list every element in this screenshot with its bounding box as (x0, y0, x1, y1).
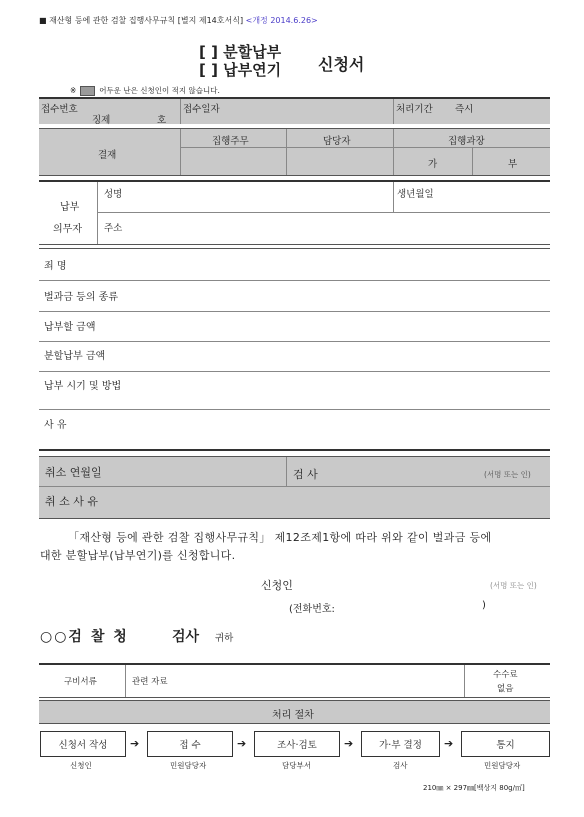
statement-line1: 「재산형 등에 관한 검찰 집행사무규칙」 제12조제1항에 따라 위와 같이 벌과금 등에 (68, 531, 492, 544)
addressee-title: 검사 (172, 629, 200, 645)
procedure-step-4: 가·부 결정 (361, 731, 440, 757)
procedure-actor-5: 민원담당자 (484, 761, 521, 770)
applicant-name-field[interactable] (300, 575, 480, 591)
payer-address-field[interactable] (130, 214, 548, 242)
fine-type-label: 벌과금 등의 종류 (44, 292, 118, 303)
documents-label: 구비서류 (64, 677, 97, 687)
notice-gray-swatch (80, 86, 95, 96)
addressee-office: ○○검 찰 청 (40, 629, 129, 645)
procedure-arrow-icon: ➔ (444, 737, 454, 750)
title-option-postpone[interactable]: [ ] 납부연기 (199, 61, 282, 79)
amount-label: 납부할 금액 (44, 322, 96, 333)
approval-director-approve: 가 (428, 159, 438, 170)
procedure-title: 처리 절차 (272, 710, 314, 721)
receipt-number-prefix: 징제 (92, 115, 111, 126)
payment-timing-label: 납부 시기 및 방법 (44, 381, 122, 392)
procedure-step-5: 통지 (461, 731, 550, 757)
applicant-phone-field[interactable] (350, 598, 480, 614)
fee-value: 없음 (497, 684, 514, 694)
form-revision: <개정 2014.6.26> (245, 16, 318, 25)
notice-star: ※ (70, 86, 77, 95)
payer-birth-label: 생년월일 (397, 189, 434, 200)
payer-name-label: 성명 (104, 189, 123, 200)
notice-text: 어두운 난은 신청인이 적지 않습니다. (99, 86, 220, 95)
reason-label: 사 유 (44, 420, 67, 431)
installment-label: 분할납부 금액 (44, 351, 106, 362)
title-option-installment[interactable]: [ ] 분할납부 (199, 43, 282, 61)
receipt-date-label: 접수일자 (183, 104, 220, 115)
addressee-honorific: 귀하 (215, 633, 234, 644)
cancel-reason-label: 취 소 사 유 (45, 495, 98, 508)
amount-field[interactable] (120, 313, 548, 339)
processing-period-label: 처리기간 (396, 104, 433, 115)
form-header-title: ■ 재산형 등에 관한 검찰 집행사무규칙 [별지 제14호서식] (39, 16, 244, 25)
applicant-sign-hint: (서명 또는 인) (490, 581, 537, 590)
installment-field[interactable] (130, 343, 548, 369)
receipt-number-suffix: 호 (157, 115, 167, 126)
procedure-step-2: 접 수 (147, 731, 233, 757)
procedure-actor-3: 담당부서 (282, 761, 311, 770)
applicant-phone-close: ) (482, 600, 486, 611)
payer-name-field[interactable] (130, 183, 390, 211)
procedure-step-3: 조사·검토 (254, 731, 340, 757)
procedure-step-1: 신청서 작성 (40, 731, 126, 757)
reason-field[interactable] (90, 412, 548, 448)
documents-value: 관련 자료 (132, 677, 168, 687)
crime-label: 죄 명 (44, 261, 67, 272)
payer-address-label: 주소 (104, 223, 123, 234)
procedure-actor-2: 민원담당자 (170, 761, 207, 770)
payer-label-line1: 납부 (60, 202, 80, 213)
procedure-arrow-icon: ➔ (237, 737, 247, 750)
cancel-date-label: 취소 연월일 (45, 466, 102, 479)
procedure-actor-1: 신청인 (70, 761, 92, 770)
fee-label: 수수료 (493, 670, 518, 680)
cancel-sign-hint: (서명 또는 인) (484, 470, 531, 479)
form-title-suffix: 신청서 (318, 55, 365, 74)
cancel-prosecutor-label: 검 사 (293, 468, 318, 481)
fine-type-field[interactable] (140, 283, 548, 309)
statement-line2: 대한 분할납부(납부연기)를 신청합니다. (40, 549, 236, 562)
processing-period-value: 즉시 (455, 104, 474, 115)
procedure-arrow-icon: ➔ (344, 737, 354, 750)
approval-director-reject: 부 (508, 159, 518, 170)
approval-label: 결재 (98, 150, 117, 161)
crime-field[interactable] (100, 252, 548, 278)
paper-spec: 210㎜ × 297㎜[백상지 80g/㎡] (423, 784, 525, 792)
procedure-actor-4: 검사 (393, 761, 408, 770)
approval-col-director: 집행과장 (448, 136, 485, 147)
payer-label-line2: 의무자 (53, 224, 82, 235)
procedure-arrow-icon: ➔ (130, 737, 140, 750)
applicant-phone-label: (전화번호: (289, 604, 335, 615)
approval-col-executive: 집행주무 (212, 136, 249, 147)
payment-timing-field[interactable] (150, 373, 548, 407)
payer-birth-field[interactable] (396, 198, 548, 211)
approval-col-officer: 담당자 (323, 136, 351, 147)
receipt-number-label: 접수번호 (41, 104, 78, 115)
applicant-label: 신청인 (261, 579, 293, 592)
